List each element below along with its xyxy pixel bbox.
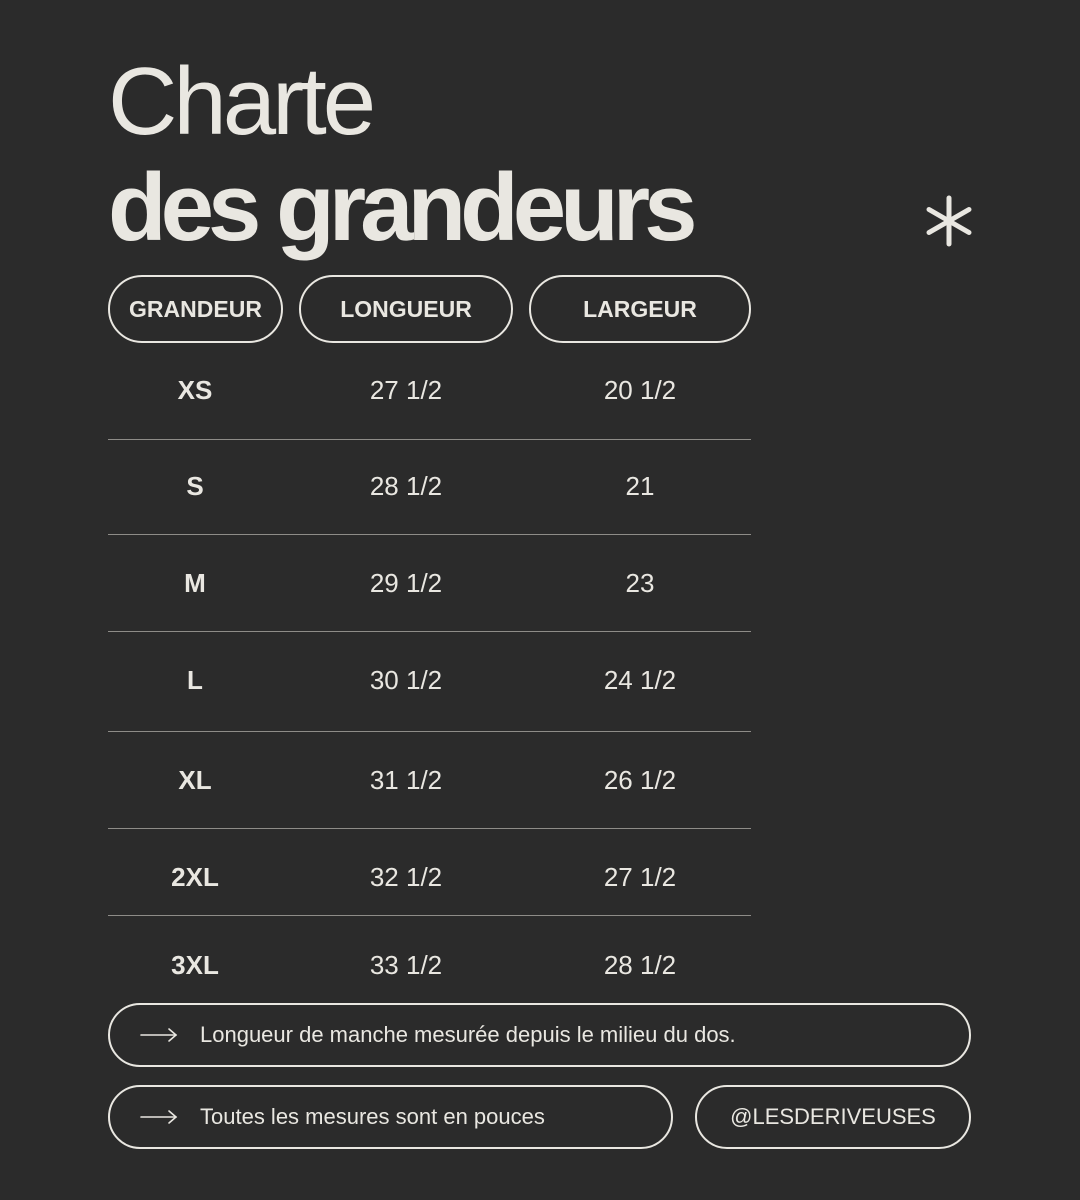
table-cell-width: 23 <box>625 568 655 598</box>
note-sleeve-text: Longueur de manche mesurée depuis le milieu du dos. <box>200 1022 736 1047</box>
social-handle[interactable] <box>695 1085 971 1149</box>
header-size <box>108 275 283 343</box>
table-cell-size: L <box>187 665 203 695</box>
note-units <box>108 1085 673 1149</box>
table-cell-length: 32 1/2 <box>369 862 443 892</box>
table-cell-length: 33 1/2 <box>369 950 443 980</box>
row-divider <box>108 439 751 440</box>
social-handle-text: @LESDERIVEUSES <box>730 1104 936 1129</box>
table-cell-size: XS <box>177 375 213 405</box>
arrow-right-icon <box>140 1027 178 1043</box>
table-cell-size: M <box>184 568 206 598</box>
row-divider <box>108 534 751 535</box>
table-cell-width: 28 1/2 <box>603 950 677 980</box>
table-cell-length: 29 1/2 <box>369 568 443 598</box>
table-cell-size: XL <box>178 765 212 795</box>
table-cell-length: 30 1/2 <box>369 665 443 695</box>
row-divider <box>108 631 751 632</box>
row-divider <box>108 731 751 732</box>
header-size-label: GRANDEUR <box>129 295 262 322</box>
note-units-text: Toutes les mesures sont en pouces <box>200 1104 545 1129</box>
table-cell-width: 21 <box>625 471 655 501</box>
note-sleeve <box>108 1003 971 1067</box>
table-cell-length: 28 1/2 <box>369 471 443 501</box>
table-cell-width: 20 1/2 <box>603 375 677 405</box>
table-cell-width: 26 1/2 <box>603 765 677 795</box>
header-width-label: LARGEUR <box>583 295 697 322</box>
table-cell-length: 31 1/2 <box>369 765 443 795</box>
title-bold: des grandeurs <box>108 154 692 261</box>
header-length-label: LONGUEUR <box>340 295 472 322</box>
header-length <box>299 275 513 343</box>
table-cell-length: 27 1/2 <box>369 375 443 405</box>
table-cell-width: 27 1/2 <box>603 862 677 892</box>
row-divider <box>108 828 751 829</box>
table-cell-size: 3XL <box>171 950 219 980</box>
table-cell-size: S <box>186 471 204 501</box>
header-width <box>529 275 751 343</box>
row-divider <box>108 915 751 916</box>
table-cell-size: 2XL <box>171 862 219 892</box>
table-cell-width: 24 1/2 <box>603 665 677 695</box>
asterisk-icon <box>922 194 976 248</box>
title-light: Charte <box>108 48 373 155</box>
arrow-right-icon <box>140 1109 178 1125</box>
